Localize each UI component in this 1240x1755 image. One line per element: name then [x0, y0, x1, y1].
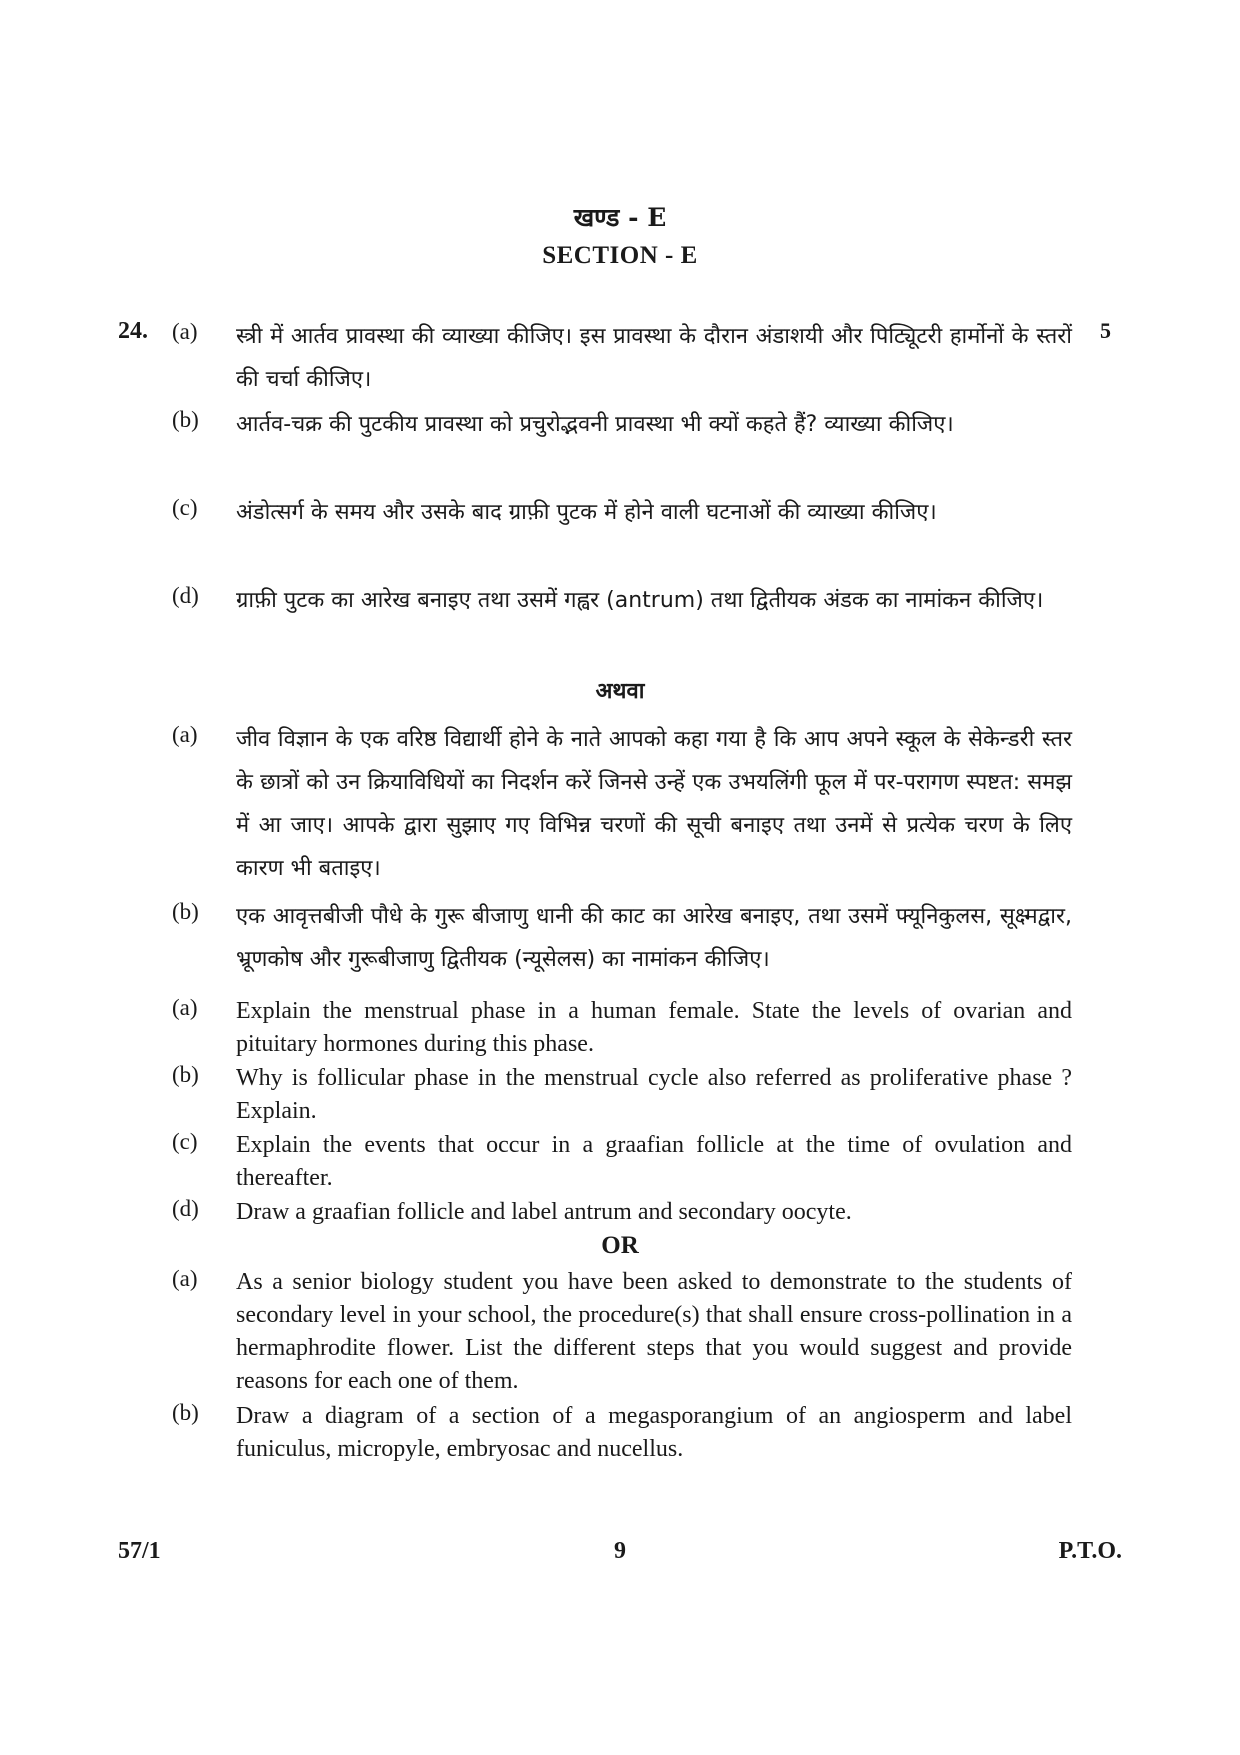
- item-label: (a): [172, 1266, 198, 1291]
- paper-code: 57/1: [118, 1538, 161, 1564]
- or-divider-english: OR: [601, 1232, 639, 1259]
- item-text: Draw a diagram of a section of a megasporangium of an angiosperm and label funiculus, micropyle, embryosac and nucellus.: [236, 1403, 1072, 1462]
- item-label: (a): [172, 722, 198, 747]
- item-text: अंडोत्सर्ग के समय और उसके बाद ग्राफ़ी पुटक में होने वाली घटनाओं की व्याख्या कीजिए।: [236, 500, 937, 525]
- item-label: (b): [172, 1400, 199, 1425]
- item-label: (b): [172, 1062, 199, 1087]
- item-text: Explain the menstrual phase in a human female. State the levels of ovarian and pituitary hormones during this phase.: [236, 998, 1072, 1057]
- page-number: 9: [614, 1538, 626, 1564]
- item-text: Why is follicular phase in the menstrual cycle also referred as proliferative phase ? Explain.: [236, 1065, 1072, 1124]
- question-marks: 5: [1100, 318, 1111, 343]
- section-title-hindi: खण्ड - E: [573, 203, 667, 232]
- or-divider-hindi: अथवा: [595, 679, 645, 704]
- item-text: स्त्री में आर्तव प्रावस्था की व्याख्या कीजिए। इस प्रावस्था के दौरान अंडाशयी और पिट्यिूटरी हार्मोनों के स्तरों की चर्चा कीजिए।: [236, 324, 1072, 392]
- item-text: Draw a graafian follicle and label antrum and secondary oocyte.: [236, 1199, 852, 1225]
- item-text: एक आवृत्तबीजी पौधे के गुरू बीजाणु धानी की काट का आरेख बनाइए, तथा उसमें फ्यूनिकुलस, सूक्ष्मद्वार, भ्रूणकोष और गुरूबीजाणु द्वितीयक (न्यूसेलस) का नामांकन कीजिए।: [236, 904, 1072, 972]
- item-label: (a): [172, 319, 198, 344]
- item-label: (a): [172, 995, 198, 1020]
- item-label: (b): [172, 407, 199, 432]
- item-label: (b): [172, 899, 199, 924]
- item-label: (c): [172, 495, 198, 520]
- pto-label: P.T.O.: [1058, 1538, 1122, 1564]
- item-text: जीव विज्ञान के एक वरिष्ठ विद्यार्थी होने के नाते आपको कहा गया है कि आप अपने स्कूल के सेकेन्डरी स्तर के छात्रों को उन क्रियाविधियों का निदर्शन करें जिनसे उन्हें एक उभयलिंगी फूल में पर-परागण स्पष्टत: समझ में आ जाए। आपके द्वारा सुझाए गए विभिन्न चरणों की सूची बनाइए तथा उनमें से प्रत्येक चरण के लिए कारण भी बताइए।: [236, 727, 1072, 881]
- item-label: (c): [172, 1129, 198, 1154]
- item-label: (d): [172, 583, 199, 608]
- item-text: आर्तव-चक्र की पुटकीय प्रावस्था को प्रचुरोद्भवनी प्रावस्था भी क्यों कहते हैं? व्याख्या कीजिए।: [236, 412, 954, 437]
- item-text: ग्राफ़ी पुटक का आरेख बनाइए तथा उसमें गह्वर (antrum) तथा द्वितीयक अंडक का नामांकन कीजिए।: [236, 588, 1044, 613]
- item-text: Explain the events that occur in a graafian follicle at the time of ovulation and thereafter.: [236, 1132, 1072, 1191]
- item-text: As a senior biology student you have been asked to demonstrate to the students of secondary level in your school, the procedure(s) that shall ensure cross-pollination in a hermaphrodite flower. List the different steps that you would suggest and provide reasons for each one of them.: [236, 1269, 1072, 1394]
- question-number: 24.: [118, 318, 148, 344]
- item-label: (d): [172, 1196, 199, 1221]
- section-title-english: SECTION - E: [542, 242, 698, 269]
